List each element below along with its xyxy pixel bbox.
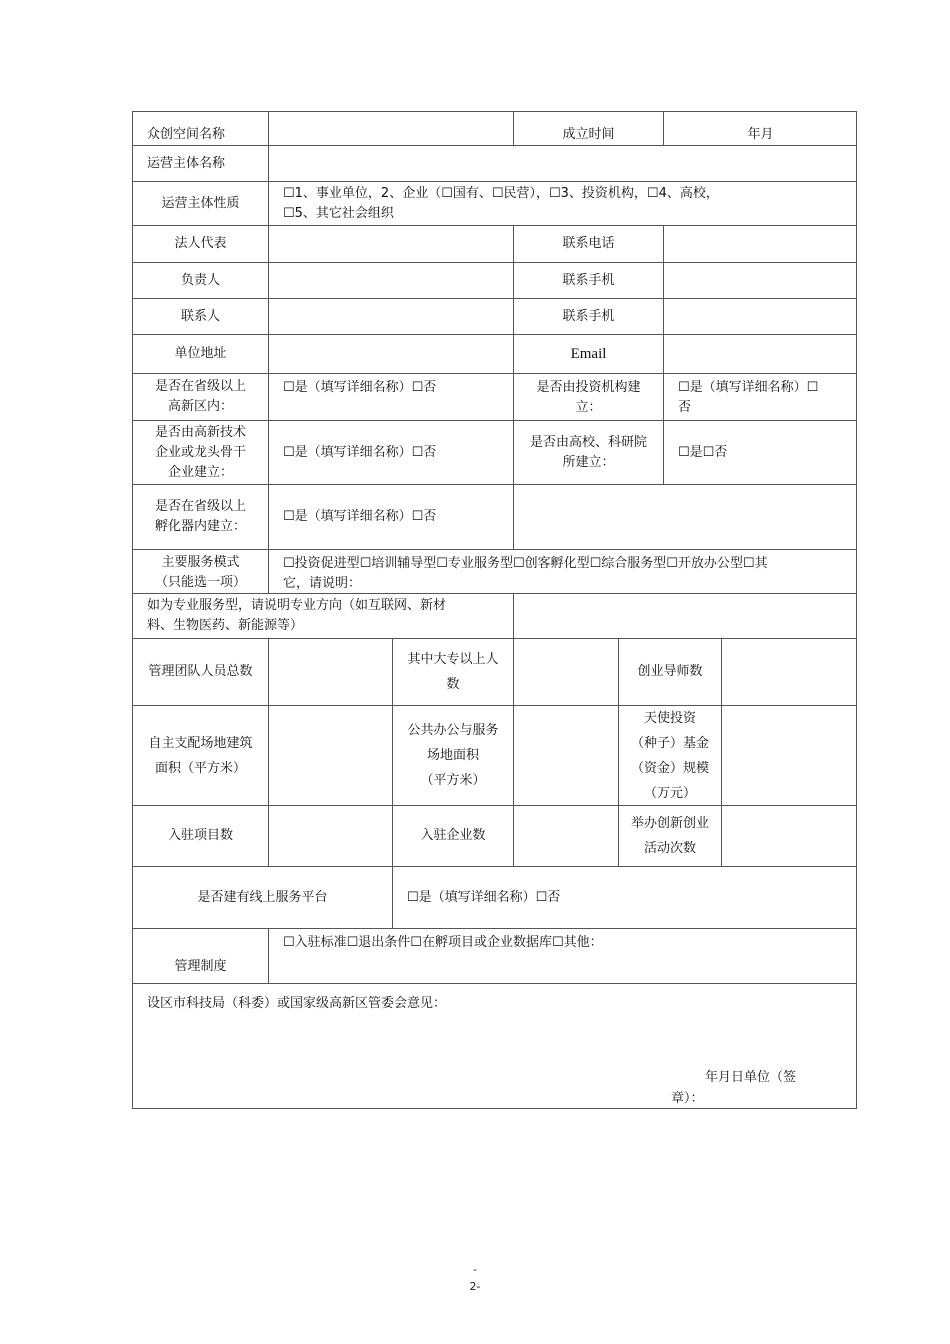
label-address: 单位地址	[132, 334, 268, 373]
label-project-count: 入驻项目数	[132, 805, 268, 866]
page-number: 2-	[469, 1280, 481, 1293]
field-event-count[interactable]	[721, 805, 857, 866]
label-operator-name: 运营主体名称	[132, 145, 268, 181]
signature-line-2: 章）：	[671, 1091, 704, 1106]
field-management-system-options[interactable]: ☐入驻标准☐退出条件☐在孵项目或企业数据库☐其他：	[268, 928, 857, 983]
label-phone: 联系电话	[513, 225, 663, 262]
label-service-mode: 主要服务模式 （只能选一项）	[132, 549, 268, 593]
label-in-incubator: 是否在省级以上 孵化器内建立：	[132, 484, 268, 549]
label-angel-fund: 天使投资 （种子）基金 （资金）规模 （万元）	[618, 705, 721, 805]
field-phone[interactable]	[663, 225, 857, 262]
label-specialty-direction: 如为专业服务型，请说明专业方向（如互联网、新材 料、生物医药、新能源等）	[132, 593, 513, 638]
label-event-count: 举办创新创业 活动次数	[618, 805, 721, 866]
label-operator-type: 运营主体性质	[132, 181, 268, 225]
field-mobile-2[interactable]	[663, 298, 857, 334]
field-space-name[interactable]	[268, 111, 513, 145]
signature-line-1: 年月日单位（签	[705, 1070, 797, 1085]
field-college-count[interactable]	[513, 638, 618, 705]
label-in-hitech-zone: 是否在省级以上 高新区内：	[132, 373, 268, 420]
footer-dash: -	[473, 1263, 477, 1276]
field-service-mode-options[interactable]: ☐投资促进型☐培训辅导型☐专业服务型☐创客孵化型☐综合服务型☐开放办公型☐其 它，请说明：	[268, 549, 857, 593]
field-in-hitech-zone[interactable]: ☐是（填写详细名称）☐否	[268, 373, 513, 420]
field-enterprise-count[interactable]	[513, 805, 618, 866]
field-built-by-hitech-enterprise[interactable]: ☐是（填写详细名称）☐否	[268, 420, 513, 484]
label-built-by-hitech-enterprise: 是否由高新技术 企业或龙头骨干 企业建立：	[132, 420, 268, 484]
field-mobile-1[interactable]	[663, 262, 857, 298]
field-online-platform[interactable]: ☐是（填写详细名称）☐否	[392, 866, 857, 928]
label-built-by-investor: 是否由投资机构建 立：	[513, 373, 663, 420]
label-built-by-university: 是否由高校、科研院 所建立：	[513, 420, 663, 484]
label-founded-date: 成立时间	[513, 111, 663, 145]
field-built-by-university[interactable]: ☐是☐否	[663, 420, 857, 484]
opinion-label: 设区市科技局（科委）或国家级高新区管委会意见：	[147, 996, 447, 1011]
field-built-by-investor[interactable]: ☐是（填写详细名称）☐ 否	[663, 373, 857, 420]
field-in-incubator[interactable]: ☐是（填写详细名称）☐否	[268, 484, 513, 549]
field-legal-rep[interactable]	[268, 225, 513, 262]
label-person-in-charge: 负责人	[132, 262, 268, 298]
field-address[interactable]	[268, 334, 513, 373]
field-mentor-count[interactable]	[721, 638, 857, 705]
field-public-area[interactable]	[513, 705, 618, 805]
field-angel-fund[interactable]	[721, 705, 857, 805]
opinion-section[interactable]	[132, 983, 857, 1109]
label-online-platform: 是否建有线上服务平台	[132, 866, 392, 928]
field-project-count[interactable]	[268, 805, 392, 866]
label-legal-rep: 法人代表	[132, 225, 268, 262]
field-operator-type-options[interactable]: ☐1、事业单位，2、企业（☐国有、☐民营），☐3、投资机构，☐4、高校， ☐5、其它社会组织	[268, 181, 857, 225]
label-college-count: 其中大专以上人 数	[392, 638, 513, 705]
label-management-system: 管理制度	[132, 928, 268, 983]
field-founded-date[interactable]: 年月	[663, 111, 857, 145]
field-person-in-charge[interactable]	[268, 262, 513, 298]
label-mentor-count: 创业导师数	[618, 638, 721, 705]
label-mobile-1: 联系手机	[513, 262, 663, 298]
label-team-total: 管理团队人员总数	[132, 638, 268, 705]
application-form-table	[132, 111, 857, 1109]
field-email[interactable]	[663, 334, 857, 373]
field-team-total[interactable]	[268, 638, 392, 705]
field-operator-name[interactable]	[268, 145, 857, 181]
label-own-area: 自主支配场地建筑 面积（平方米）	[132, 705, 268, 805]
field-specialty-direction[interactable]	[513, 593, 857, 638]
label-enterprise-count: 入驻企业数	[392, 805, 513, 866]
label-mobile-2: 联系手机	[513, 298, 663, 334]
label-public-area: 公共办公与服务 场地面积 （平方米）	[392, 705, 513, 805]
label-space-name: 众创空间名称	[132, 111, 268, 145]
field-own-area[interactable]	[268, 705, 392, 805]
label-contact-person: 联系人	[132, 298, 268, 334]
label-email: Email	[513, 334, 663, 373]
blank-cell-r10	[513, 484, 857, 549]
field-contact-person[interactable]	[268, 298, 513, 334]
